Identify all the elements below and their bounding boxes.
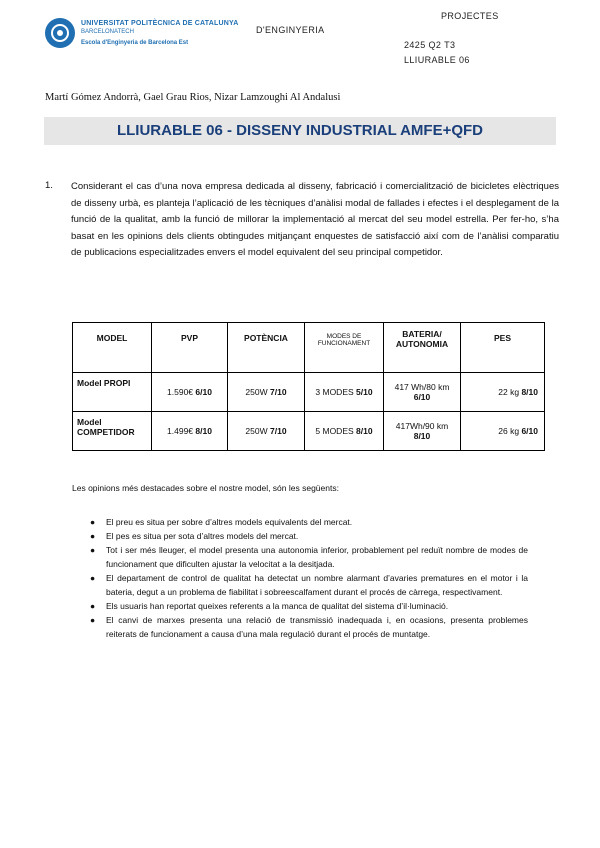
header-pvp: PVP <box>152 323 228 373</box>
bullet-icon: ● <box>90 545 96 555</box>
upc-logo <box>45 18 75 48</box>
bullet-icon: ● <box>90 601 96 611</box>
cell-bateria: 417Wh/90 km 8/10 <box>384 412 461 451</box>
list-number: 1. <box>45 180 53 191</box>
section-label: PROJECTES <box>441 11 499 21</box>
bullet-icon: ● <box>90 573 96 583</box>
list-item: ● Els usuaris han reportat queixes referents a la manca de qualitat del sistema d’il·luminació. <box>90 601 449 611</box>
page-title: LLIURABLE 06 - DISSENY INDUSTRIAL AMFE+QFD <box>116 122 483 139</box>
header-modes: MODES DE FUNCIONAMENT <box>305 323 384 373</box>
header-potencia: POTÈNCIA <box>228 323 305 373</box>
course-code: 2425 Q2 T3 <box>404 40 456 50</box>
table-header-row <box>73 323 545 373</box>
cell-model: Model PROPI <box>73 373 152 412</box>
cell-pvp: 1.499€ 8/10 <box>152 412 228 451</box>
cell-pes: 26 kg 6/10 <box>461 412 545 451</box>
table-row <box>73 412 545 451</box>
authors: Martí Gómez Andorrà, Gael Grau Rios, Nizar Lamzoughi Al Andalusi <box>45 92 341 103</box>
list-item: ● El preu es situa per sobre d’altres models equivalents del mercat. <box>90 517 353 527</box>
table-row <box>73 373 545 412</box>
list-item: ● El canvi de marxes presenta una relació de transmissió inadequada i, en ocasions, presenta problemes reiterats de funcionament a causa d’una mala regulació durant el procés de muntatge. <box>90 615 528 639</box>
case-description: Considerant el cas d’una nova empresa dedicada al disseny, fabricació i comercialització de bicicletes elèctriques de disseny urbà, es planteja l’aplicació de les tècniques d’anàlisi modal de fallades i efectes i el desplegament de la funció de la qualitat, amb la funció de millorar la implementació al mercat del seu model estrella. Per fer-ho, s’ha basat en les opinions dels clients obtingudes mitjançant enquestes de satisfacció així com de l’anàlisi comparatiu de publicacions especialitzades envers el model equivalent del seu principal competidor. <box>71 181 559 258</box>
opinions-list <box>90 515 528 641</box>
bullet-icon: ● <box>90 531 96 541</box>
list-item: ● El pes es situa per sota d’altres models del mercat. <box>90 531 299 541</box>
cell-pes: 22 kg 8/10 <box>461 373 545 412</box>
cell-model: Model COMPETIDOR <box>73 412 152 451</box>
department-label: D'ENGINYERIA <box>256 25 325 35</box>
university-name: UNIVERSITAT POLITÈCNICA DE CATALUNYA <box>81 20 239 27</box>
cell-pvp: 1.590€ 6/10 <box>152 373 228 412</box>
cell-potencia: 250W 7/10 <box>228 412 305 451</box>
comparison-table <box>72 322 545 451</box>
deliverable-label: LLIURABLE 06 <box>404 55 470 65</box>
cell-potencia: 250W 7/10 <box>228 373 305 412</box>
university-subtitle: BARCELONATECH <box>81 29 134 35</box>
header-pes: PES <box>461 323 545 373</box>
list-item: ● El departament de control de qualitat ha detectat un nombre alarmant d’avaries prematures en el motor i la bateria, degut a un problema de fiabilitat i sobreescalfament durant el procés de càrrega, respectivament. <box>90 573 528 597</box>
opinions-intro: Les opinions més destacades sobre el nostre model, són les següents: <box>72 483 339 493</box>
header-model: MODEL <box>73 323 152 373</box>
list-item: ● Tot i ser més lleuger, el model presenta una autonomia inferior, probablement pel reduït nombre de modes de funcionament que dificulten ajustar la velocitat a la desitjada. <box>90 545 528 569</box>
cell-bateria: 417 Wh/80 km 6/10 <box>384 373 461 412</box>
cell-modes: 5 MODES 8/10 <box>305 412 384 451</box>
school-name: Escola d'Enginyeria de Barcelona Est <box>81 40 189 46</box>
bullet-icon: ● <box>90 517 96 527</box>
university-logo-text <box>81 20 238 46</box>
bullet-icon: ● <box>90 615 96 625</box>
cell-modes: 3 MODES 5/10 <box>305 373 384 412</box>
header-bateria: BATERIA/ AUTONOMIA <box>384 323 461 373</box>
